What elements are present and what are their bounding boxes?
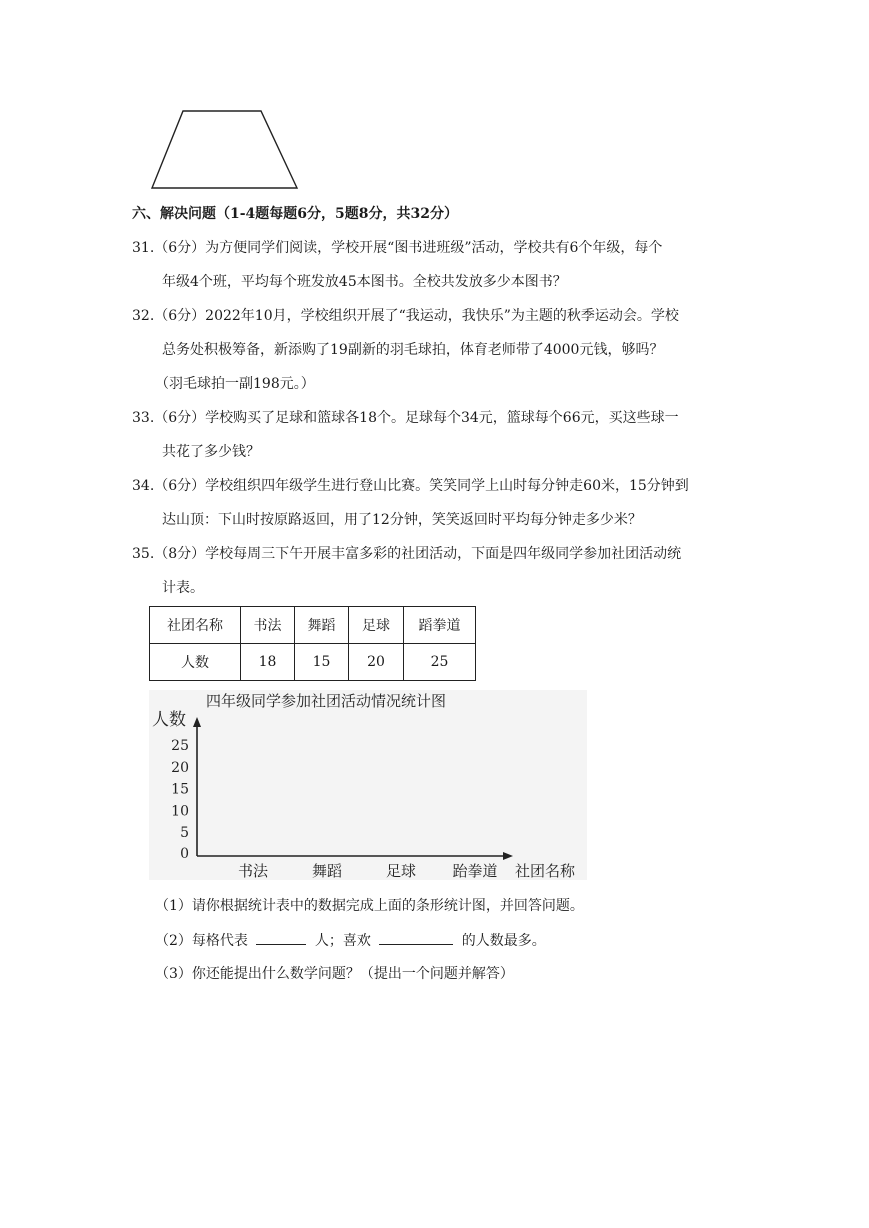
x-category-label: 跆拳道 [452,862,498,880]
y-tick-label: 15 [171,781,189,798]
question-35-line2: 计表。 [162,580,204,596]
x-axis-arrow-icon [503,852,513,860]
trapezoid-figure [148,108,302,192]
chart-x-axis-label: 社团名称 [515,862,576,880]
table-cell: 15 [295,644,349,681]
question-32-line2: 总务处积极筹备，新添购了19副新的羽毛球拍，体育老师带了4000元钱，够吗？ [162,342,664,358]
sub-question-3: （3）你还能提出什么数学问题？（提出一个问题并解答） [155,966,514,982]
question-33-line1: 33.（6分）学校购买了足球和篮球各18个。足球每个34元，篮球每个66元，买这些球一 [132,410,679,426]
sub-question-1: （1）请你根据统计表中的数据完成上面的条形统计图，并回答问题。 [155,898,584,914]
table-cell: 25 [404,644,476,681]
x-category-labels [238,862,498,880]
x-category-label: 书法 [237,862,269,880]
question-33-line2: 共花了多少钱？ [162,444,260,460]
question-34-line2: 达山顶：下山时按原路返回，用了12分钟，笑笑返回时平均每分钟走多少米？ [162,512,642,528]
table-header-row [150,607,476,644]
y-tick-label: 20 [171,759,189,776]
y-tick-label: 0 [180,846,189,862]
table-cell: 蹈拳道 [404,607,476,644]
y-tick-label: 5 [180,825,189,842]
table-row [150,644,476,681]
question-32-line1: 32.（6分）2022年10月，学校组织开展了“我运动，我快乐”为主题的秋季运动会。学校 [132,308,679,324]
section-heading: 六、解决问题（1-4题每题6分，5题8分，共32分） [132,206,458,222]
sub-question-2-part-a: （2）每格代表 [155,933,248,949]
x-category-label: 舞蹈 [311,862,343,880]
club-statistics-table [149,606,476,681]
chart-y-axis-label: 人数 [152,710,186,730]
x-category-label: 足球 [385,862,417,880]
answer-blank-most-popular[interactable] [379,930,453,945]
table-cell: 20 [349,644,404,681]
sub-question-2 [155,930,546,951]
question-34-line1: 34.（6分）学校组织四年级学生进行登山比赛。笑笑同学上山时每分钟走60米，15分钟到 [132,478,689,494]
sub-question-2-part-c: 的人数最多。 [461,933,546,949]
table-cell: 书法 [241,607,295,644]
question-32-line3: （羽毛球拍一副198元。） [155,376,315,392]
table-cell: 足球 [349,607,404,644]
y-axis-arrow-icon [193,717,201,727]
y-tick-label: 10 [171,803,189,820]
table-cell: 18 [241,644,295,681]
sub-question-2-part-b: 人；喜欢 [314,933,371,949]
y-tick-labels [171,738,189,862]
table-cell: 社团名称 [150,607,241,644]
y-tick-label: 25 [171,738,189,754]
question-35-line1: 35.（8分）学校每周三下午开展丰富多彩的社团活动，下面是四年级同学参加社团活动统 [132,546,682,562]
table-cell: 人数 [150,644,241,681]
table-cell: 舞蹈 [295,607,349,644]
answer-blank-per-cell[interactable] [256,930,306,945]
question-31-line1: 31.（6分）为方便同学们阅读，学校开展“图书进班级”活动，学校共有6个年级，每个 [132,240,663,256]
chart-title: 四年级同学参加社团活动情况统计图 [206,692,447,710]
question-31-line2: 年级4个班，平均每个班发放45本图书。全校共发放多少本图书？ [162,274,567,290]
bar-chart [149,690,587,880]
